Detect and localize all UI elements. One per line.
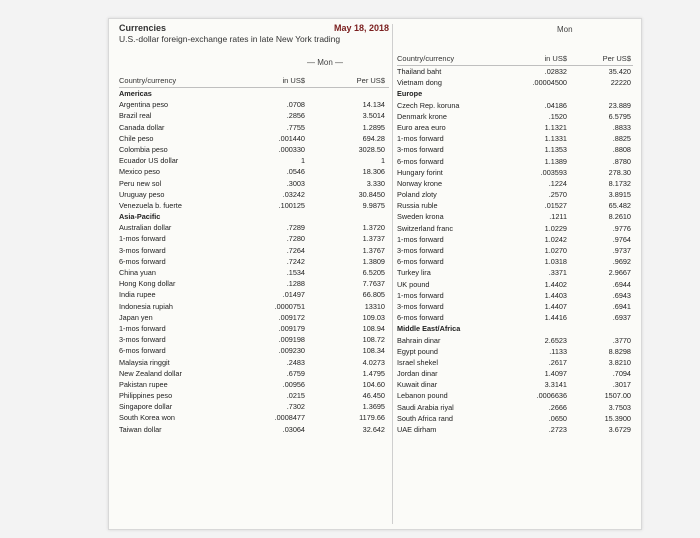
- rate-in-usd: .7264: [286, 245, 305, 255]
- rate-per-usd: [567, 323, 633, 334]
- currency-name: India rupee: [119, 290, 156, 300]
- currency-name: Vietnam dong: [397, 78, 442, 88]
- rate-per-usd: 65.482: [608, 201, 631, 211]
- currency-name: 6-mos forward: [119, 346, 166, 356]
- right-section-row: [397, 323, 633, 334]
- right-table-row: [397, 178, 633, 189]
- rate-in-usd: 1.0229: [544, 223, 567, 233]
- currency-name: Malaysia ringgit: [119, 357, 170, 367]
- right-table-row: [397, 234, 633, 245]
- right-table-row: [397, 290, 633, 301]
- right-table-row: [397, 223, 633, 234]
- right-table-row: [397, 256, 633, 267]
- rate-per-usd: 3.8915: [608, 190, 631, 200]
- rate-per-usd: 4.0273: [362, 357, 385, 367]
- currency-name: 1-mos forward: [397, 290, 444, 300]
- currency-name: Uruguay peso: [119, 189, 165, 199]
- currency-name: Singapore dollar: [119, 402, 173, 412]
- currency-name: 6-mos forward: [119, 256, 166, 266]
- rate-in-usd: .2570: [548, 190, 567, 200]
- rate-per-usd: .8808: [612, 145, 631, 155]
- rate-in-usd: 1.4416: [544, 313, 567, 323]
- right-table-row: [397, 413, 633, 424]
- table-title: Currencies: [119, 23, 167, 33]
- currency-name: Peru new sol: [119, 178, 162, 188]
- rate-per-usd: 108.72: [362, 335, 385, 345]
- right-table-row: [397, 122, 633, 133]
- rate-in-usd: 1.1353: [544, 145, 567, 155]
- rate-per-usd: .8833: [612, 122, 631, 132]
- rate-in-usd: .3003: [286, 178, 305, 188]
- rate-in-usd: 1.1331: [544, 134, 567, 144]
- currency-name: Brazil real: [119, 111, 152, 121]
- rate-per-usd: 22220: [610, 78, 631, 88]
- right-table-row: [397, 267, 633, 278]
- rate-per-usd: 8.1732: [608, 178, 631, 188]
- rate-in-usd: .1133: [549, 346, 567, 356]
- rate-in-usd: .2617: [548, 357, 567, 367]
- rate-in-usd: [505, 88, 567, 99]
- rate-per-usd: 46.450: [362, 391, 385, 401]
- currency-name: 6-mos forward: [397, 156, 444, 166]
- rate-in-usd: .1211: [549, 212, 567, 222]
- rate-per-usd: 694.28: [362, 133, 385, 143]
- currency-name: Hungary forint: [397, 167, 443, 177]
- currency-name: Mexico peso: [119, 167, 160, 177]
- currencies-table-page: [108, 18, 642, 530]
- rate-per-usd: 1179.66: [359, 413, 385, 423]
- currency-name: Turkey lira: [397, 268, 431, 278]
- rate-per-usd: 6.5795: [608, 111, 631, 121]
- currency-name: Czech Rep. koruna: [397, 100, 460, 110]
- rate-per-usd: 13310: [364, 301, 385, 311]
- right-table-row: [397, 390, 633, 401]
- currency-name: 1-mos forward: [119, 234, 166, 244]
- rate-per-usd: 3.330: [366, 178, 385, 188]
- left-table-row: [119, 412, 389, 423]
- currency-name: Poland zloty: [397, 190, 437, 200]
- rate-per-usd: 66.805: [362, 290, 385, 300]
- left-table-row: [119, 256, 389, 267]
- rate-in-usd: .00004500: [532, 78, 567, 88]
- rate-in-usd: [229, 88, 311, 99]
- currency-name: Philippines peso: [119, 391, 173, 401]
- right-table-row: [397, 144, 633, 155]
- rate-in-usd: .009198: [278, 335, 305, 345]
- rate-per-usd: .6937: [612, 313, 631, 323]
- rate-in-usd: 1.4407: [544, 301, 567, 311]
- currency-name: 3-mos forward: [397, 246, 444, 255]
- right-table-row: [397, 346, 633, 357]
- currency-name: Sweden krona: [397, 212, 444, 222]
- currency-name: Middle East/Africa: [397, 324, 461, 334]
- left-table-row: [119, 110, 389, 121]
- rate-in-usd: .04186: [544, 100, 567, 110]
- currency-name: 3-mos forward: [397, 145, 444, 155]
- rate-per-usd: 1.3720: [362, 223, 385, 233]
- right-table-row: [397, 66, 633, 77]
- rate-in-usd: 1.1321: [544, 122, 567, 132]
- right-column-headers: [397, 35, 633, 66]
- rate-per-usd: 1.3767: [362, 245, 385, 255]
- mon-label: — Mon —: [306, 58, 343, 67]
- right-table-row: [397, 279, 633, 290]
- left-table-row: [119, 379, 389, 390]
- rate-in-usd: 1.4097: [544, 369, 567, 379]
- rate-per-usd: 8.2610: [608, 212, 631, 222]
- currency-name: Saudi Arabia riyal: [397, 402, 454, 412]
- left-table-row: [119, 200, 389, 211]
- currency-name: Switzerland franc: [397, 223, 453, 233]
- table-subtitle: U.S.-dollar foreign-exchange rates in late New York trading: [119, 34, 341, 44]
- rate-per-usd: 3.8210: [608, 357, 631, 367]
- currency-name: Australian dollar: [119, 223, 172, 233]
- right-table-row: [397, 200, 633, 211]
- rate-per-usd: 109.03: [362, 312, 385, 322]
- rate-per-usd: 2.9667: [608, 268, 631, 278]
- currency-name: Russia ruble: [397, 201, 438, 211]
- rate-in-usd: .2483: [286, 357, 305, 367]
- right-table-row: [397, 402, 633, 413]
- header-country-right: Country/currency: [397, 54, 455, 63]
- currency-name: Pakistan rupee: [119, 379, 168, 389]
- table-date: May 18, 2018: [333, 23, 389, 33]
- rate-in-usd: .1224: [548, 178, 567, 188]
- rate-in-usd: .01497: [282, 290, 305, 300]
- mon-label-right: Mon: [557, 25, 573, 34]
- rate-per-usd: 1.3737: [362, 234, 385, 244]
- left-table-row: [119, 144, 389, 155]
- rate-in-usd: .1520: [548, 111, 567, 121]
- right-table-body: [397, 66, 633, 435]
- rate-per-usd: .9776: [612, 223, 631, 233]
- currency-name: New Zealand dollar: [119, 368, 182, 378]
- left-table-row: [119, 312, 389, 323]
- currency-name: South Korea won: [119, 413, 175, 423]
- currency-name: 6-mos forward: [397, 257, 444, 267]
- left-column-headers: [119, 67, 389, 88]
- currency-name: Colombia peso: [119, 144, 168, 154]
- left-table-row: [119, 323, 389, 334]
- rate-in-usd: .0215: [286, 391, 305, 401]
- rate-per-usd: .6944: [612, 279, 631, 289]
- currency-name: Europe: [397, 89, 423, 99]
- left-table-row: [119, 345, 389, 356]
- currency-name: South Africa rand: [397, 413, 453, 423]
- currency-name: 1-mos forward: [397, 234, 444, 244]
- currency-name: Lebanon pound: [397, 391, 448, 401]
- rate-in-usd: .03242: [282, 189, 305, 199]
- rate-per-usd: .3017: [612, 380, 631, 390]
- rate-per-usd: 7.7637: [362, 279, 385, 289]
- rate-per-usd: 23.889: [608, 100, 631, 110]
- left-table-row: [119, 189, 389, 200]
- rate-in-usd: .0708: [286, 100, 305, 110]
- rate-per-usd: 3.7503: [608, 402, 631, 412]
- currency-name: Canada dollar: [119, 122, 165, 132]
- rate-per-usd: 9.9875: [362, 200, 385, 210]
- rate-in-usd: .1288: [286, 279, 305, 289]
- currency-name: Americas: [119, 89, 152, 98]
- rate-in-usd: .003593: [540, 167, 567, 177]
- currency-name: Ecuador US dollar: [119, 156, 179, 166]
- right-table-row: [397, 335, 633, 346]
- left-table-row: [119, 245, 389, 256]
- rate-per-usd: .7094: [612, 369, 631, 379]
- currency-name: Norway krone: [397, 178, 443, 188]
- right-table-row: [397, 245, 633, 256]
- rate-per-usd: [311, 211, 389, 222]
- currency-name: 3-mos forward: [119, 335, 166, 345]
- rate-in-usd: .00956: [282, 379, 305, 389]
- left-section-row: [119, 211, 389, 222]
- left-section-row: [119, 88, 389, 99]
- rate-per-usd: 14.134: [362, 100, 385, 110]
- rate-per-usd: .9692: [612, 257, 631, 267]
- right-table-row: [397, 368, 633, 379]
- rate-in-usd: 1: [300, 156, 305, 166]
- rate-per-usd: .3770: [612, 335, 631, 345]
- rate-per-usd: 18.306: [362, 167, 385, 177]
- currency-name: UK pound: [397, 279, 430, 289]
- currency-name: 3-mos forward: [397, 301, 444, 311]
- right-section-row: [397, 88, 633, 99]
- rate-per-usd: 30.8450: [358, 189, 385, 199]
- left-table-body: [119, 88, 389, 435]
- left-table-row: [119, 289, 389, 300]
- currency-name: Hong Kong dollar: [119, 279, 176, 289]
- rate-per-usd: 1507.00: [604, 391, 631, 401]
- currency-name: Egypt pound: [397, 346, 438, 356]
- rate-per-usd: 1.4795: [362, 368, 385, 378]
- currency-name: Taiwan dollar: [119, 424, 162, 434]
- title-row: [119, 23, 389, 33]
- right-table-row: [397, 357, 633, 368]
- rate-in-usd: 1.4402: [544, 279, 567, 289]
- right-table-row: [397, 189, 633, 200]
- currency-name: 1-mos forward: [397, 134, 444, 144]
- left-table-row: [119, 278, 389, 289]
- currency-name: Denmark krone: [397, 111, 447, 121]
- rate-per-usd: 1.2895: [362, 122, 385, 132]
- currency-name: 3-mos forward: [119, 245, 166, 255]
- rate-in-usd: .001440: [278, 133, 305, 143]
- rate-in-usd: .2856: [286, 111, 305, 121]
- currency-name: China yuan: [119, 268, 156, 277]
- currency-name: Jordan dinar: [397, 369, 438, 379]
- rate-per-usd: 108.34: [362, 346, 385, 356]
- rate-in-usd: .3371: [548, 268, 567, 278]
- header-per-usd-right: Per US$: [602, 54, 631, 63]
- right-table-row: [397, 100, 633, 111]
- left-table-row: [119, 390, 389, 401]
- currency-name: Israel shekel: [397, 357, 438, 367]
- rate-in-usd: .1534: [286, 268, 305, 277]
- rate-in-usd: .01527: [544, 201, 567, 211]
- rate-per-usd: 3028.50: [358, 144, 385, 154]
- currency-name: Kuwait dinar: [397, 380, 438, 390]
- left-table-row: [119, 368, 389, 379]
- currency-name: UAE dirham: [397, 425, 437, 434]
- rate-per-usd: 104.60: [362, 379, 385, 389]
- rate-in-usd: 2.6523: [544, 335, 567, 345]
- rate-in-usd: .03064: [282, 424, 305, 434]
- rate-per-usd: [311, 88, 389, 99]
- right-column: [397, 25, 633, 435]
- left-column: [119, 23, 389, 435]
- currency-name: Thailand baht: [397, 67, 442, 76]
- rate-per-usd: 32.642: [362, 424, 385, 434]
- left-table-row: [119, 222, 389, 233]
- currency-name: Euro area euro: [397, 122, 446, 132]
- currency-name: Venezuela b. fuerte: [119, 200, 182, 210]
- rate-per-usd: .8825: [612, 134, 631, 144]
- rate-in-usd: 1.0242: [544, 234, 567, 244]
- rate-in-usd: 1.4403: [544, 290, 567, 300]
- rate-in-usd: 1.0318: [544, 257, 567, 267]
- left-table-row: [119, 401, 389, 412]
- rate-in-usd: .100125: [278, 200, 305, 210]
- rate-per-usd: .8780: [612, 156, 631, 166]
- rate-in-usd: .000330: [278, 144, 305, 154]
- rate-per-usd: [567, 88, 633, 99]
- rate-in-usd: .7280: [286, 234, 305, 244]
- left-table-row: [119, 166, 389, 177]
- rate-per-usd: 1.3809: [362, 256, 385, 266]
- left-table-row: [119, 99, 389, 110]
- currency-name: 6-mos forward: [397, 313, 444, 323]
- rate-per-usd: .6943: [612, 290, 631, 300]
- rate-in-usd: [229, 211, 311, 222]
- header-in-usd-right: in US$: [544, 54, 567, 63]
- rate-in-usd: .6759: [286, 368, 305, 378]
- rate-per-usd: 6.5205: [362, 268, 385, 277]
- right-table-row: [397, 379, 633, 390]
- rate-per-usd: 108.94: [362, 323, 385, 333]
- left-table-row: [119, 155, 389, 166]
- rate-in-usd: .0006636: [536, 391, 567, 401]
- header-per-usd: Per US$: [356, 76, 385, 85]
- right-table-row: [397, 77, 633, 88]
- rate-in-usd: .0650: [548, 413, 567, 423]
- right-table-row: [397, 211, 633, 222]
- rate-per-usd: 35.420: [608, 67, 631, 76]
- rate-per-usd: 1.3695: [362, 402, 385, 412]
- left-table-row: [119, 133, 389, 144]
- right-table-row: [397, 133, 633, 144]
- rate-in-usd: .0008477: [274, 413, 305, 423]
- column-divider: [392, 24, 393, 524]
- currency-name: Argentina peso: [119, 100, 169, 110]
- rate-in-usd: .2666: [548, 402, 567, 412]
- right-table-row: [397, 312, 633, 323]
- rate-in-usd: .7755: [286, 122, 305, 132]
- currency-name: Bahrain dinar: [397, 335, 441, 345]
- header-in-usd: in US$: [282, 76, 305, 85]
- right-table-row: [397, 301, 633, 312]
- currency-name: Asia-Pacific: [119, 212, 161, 222]
- left-table-row: [119, 424, 389, 435]
- left-table-row: [119, 357, 389, 368]
- rate-in-usd: .0546: [286, 167, 305, 177]
- rate-per-usd: .9737: [612, 246, 631, 255]
- rate-in-usd: .0000751: [274, 301, 305, 311]
- rate-in-usd: .009179: [278, 323, 305, 333]
- left-table-row: [119, 301, 389, 312]
- currency-name: 1-mos forward: [119, 323, 166, 333]
- rate-per-usd: 3.6729: [608, 425, 631, 434]
- rate-in-usd: .02832: [544, 67, 567, 76]
- rate-per-usd: 8.8298: [608, 346, 631, 356]
- right-table-row: [397, 167, 633, 178]
- rate-in-usd: 1.1389: [544, 156, 567, 166]
- left-table-row: [119, 233, 389, 244]
- rate-per-usd: 1: [380, 156, 385, 166]
- rate-in-usd: .009172: [278, 312, 305, 322]
- rate-in-usd: .009230: [278, 346, 305, 356]
- currency-name: Japan yen: [119, 312, 153, 322]
- rate-in-usd: [505, 323, 567, 334]
- left-table-row: [119, 334, 389, 345]
- rate-in-usd: .7302: [286, 402, 305, 412]
- left-table-row: [119, 122, 389, 133]
- left-table-row: [119, 178, 389, 189]
- header-country: Country/currency: [119, 76, 177, 85]
- right-table-row: [397, 424, 633, 435]
- currency-name: Indonesia rupiah: [119, 301, 173, 311]
- left-table-row: [119, 267, 389, 278]
- currency-name: Chile peso: [119, 133, 154, 143]
- rate-per-usd: 15.3900: [604, 413, 631, 423]
- right-table-row: [397, 156, 633, 167]
- rate-per-usd: 3.5014: [362, 111, 385, 121]
- rate-in-usd: 3.3141: [544, 380, 567, 390]
- rate-in-usd: .7242: [286, 256, 305, 266]
- rate-per-usd: .6941: [612, 301, 631, 311]
- rate-per-usd: 278.30: [608, 167, 631, 177]
- right-table-row: [397, 111, 633, 122]
- rate-in-usd: .2723: [548, 425, 567, 434]
- rate-in-usd: .7289: [286, 223, 305, 233]
- rate-in-usd: 1.0270: [544, 246, 567, 255]
- rate-per-usd: .9764: [612, 234, 631, 244]
